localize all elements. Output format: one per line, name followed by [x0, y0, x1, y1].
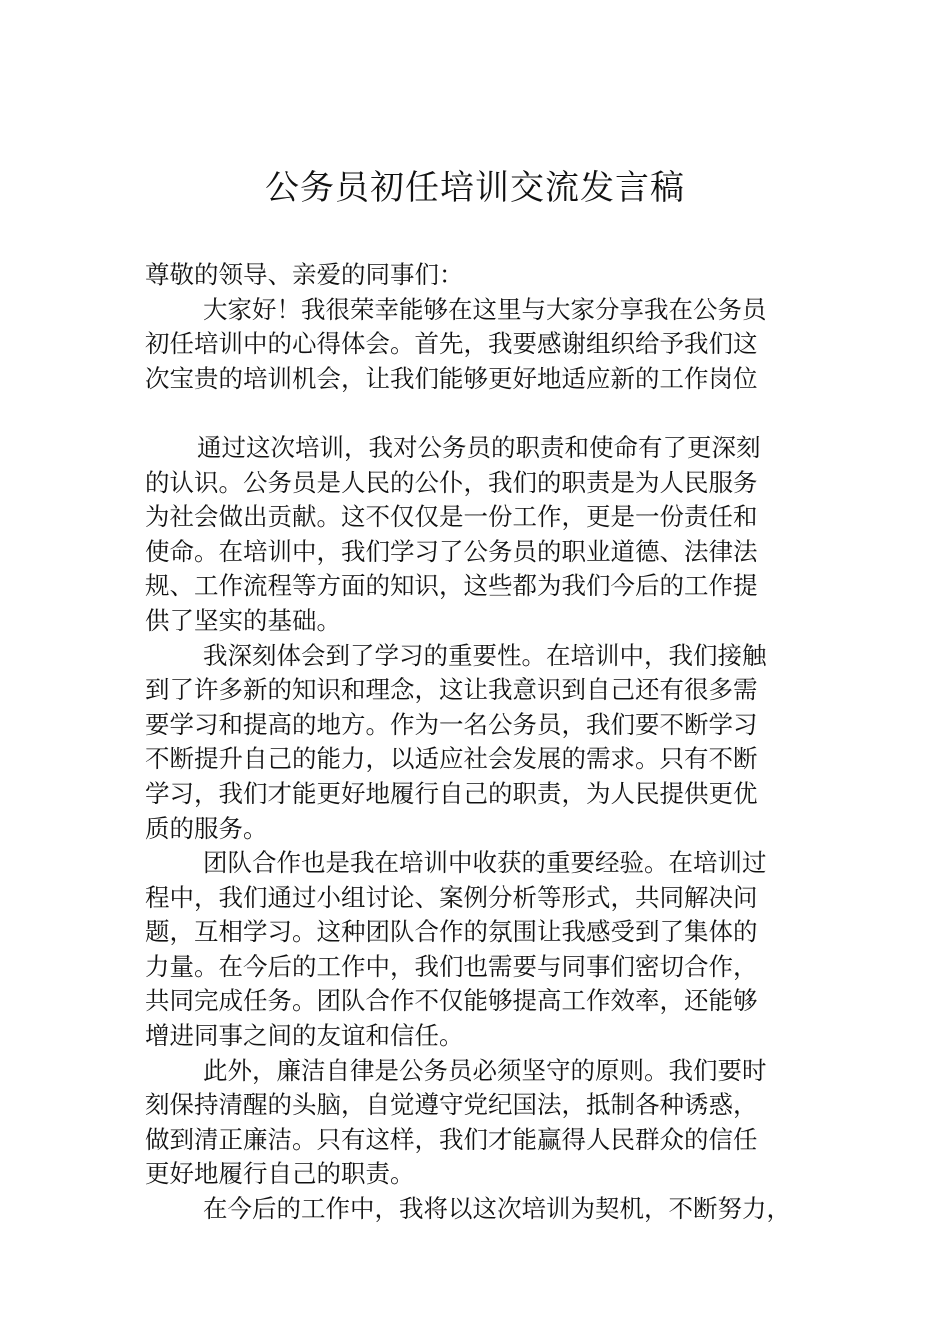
document-title: 公务员初任培训交流发言稿	[265, 168, 685, 208]
paragraph-line: 使命。在培训中，我们学习了公务员的职业道德、法律法	[145, 536, 758, 566]
paragraph-line: 规、工作流程等方面的知识，这些都为我们今后的工作提	[145, 571, 758, 601]
paragraph-line: 的认识。公务员是人民的公仆，我们的职责是为人民服务	[145, 467, 758, 497]
paragraph-line: 程中，我们通过小组讨论、案例分析等形式，共同解决问	[145, 882, 758, 912]
document-body	[145, 258, 810, 1227]
paragraph-line: 增进同事之间的友谊和信任。	[145, 1021, 464, 1051]
paragraph-line: 更好地履行自己的职责。	[145, 1159, 415, 1189]
paragraph-line: 我深刻体会到了学习的重要性。在培训中，我们接触	[203, 640, 767, 670]
paragraph-line: 为社会做出贡献。这不仅仅是一份工作，更是一份责任和	[145, 502, 758, 532]
paragraph-line: 题，互相学习。这种团队合作的氛围让我感受到了集体的	[145, 917, 758, 947]
salutation: 尊敬的领导、亲爱的同事们：	[145, 260, 464, 289]
paragraph-line: 此外，廉洁自律是公务员必须坚守的原则。我们要时	[203, 1055, 767, 1085]
paragraph-line: 质的服务。	[145, 813, 268, 843]
paragraph-line: 供了坚实的基础。	[145, 605, 341, 635]
paragraph-line: 做到清正廉洁。只有这样，我们才能赢得人民群众的信任	[145, 1124, 758, 1154]
paragraph-line: 不断提升自己的能力，以适应社会发展的需求。只有不断	[145, 744, 758, 774]
paragraph-line: 次宝贵的培训机会，让我们能够更好地适应新的工作岗位	[145, 363, 758, 393]
paragraph-line: 在今后的工作中，我将以这次培训为契机，不断努力，	[203, 1194, 791, 1224]
paragraph-line: 共同完成任务。团队合作不仅能够提高工作效率，还能够	[145, 986, 758, 1016]
paragraph-line: 要学习和提高的地方。作为一名公务员，我们要不断学习	[145, 709, 758, 739]
paragraph-line: 通过这次培训，我对公务员的职责和使命有了更深刻	[197, 432, 761, 462]
paragraph-line: 初任培训中的心得体会。首先，我要感谢组织给予我们这	[145, 329, 758, 359]
paragraph-line: 力量。在今后的工作中，我们也需要与同事们密切合作，	[145, 951, 758, 981]
paragraph-line: 团队合作也是我在培训中收获的重要经验。在培训过	[203, 848, 767, 878]
paragraph-gap	[145, 396, 810, 431]
paragraph-line: 学习，我们才能更好地履行自己的职责，为人民提供更优	[145, 778, 758, 808]
paragraph-line: 大家好！我很荣幸能够在这里与大家分享我在公务员	[203, 294, 767, 324]
paragraph-line: 到了许多新的知识和理念，这让我意识到自己还有很多需	[145, 675, 758, 705]
paragraph-line: 刻保持清醒的头脑，自觉遵守党纪国法，抵制各种诱惑，	[145, 1090, 758, 1120]
